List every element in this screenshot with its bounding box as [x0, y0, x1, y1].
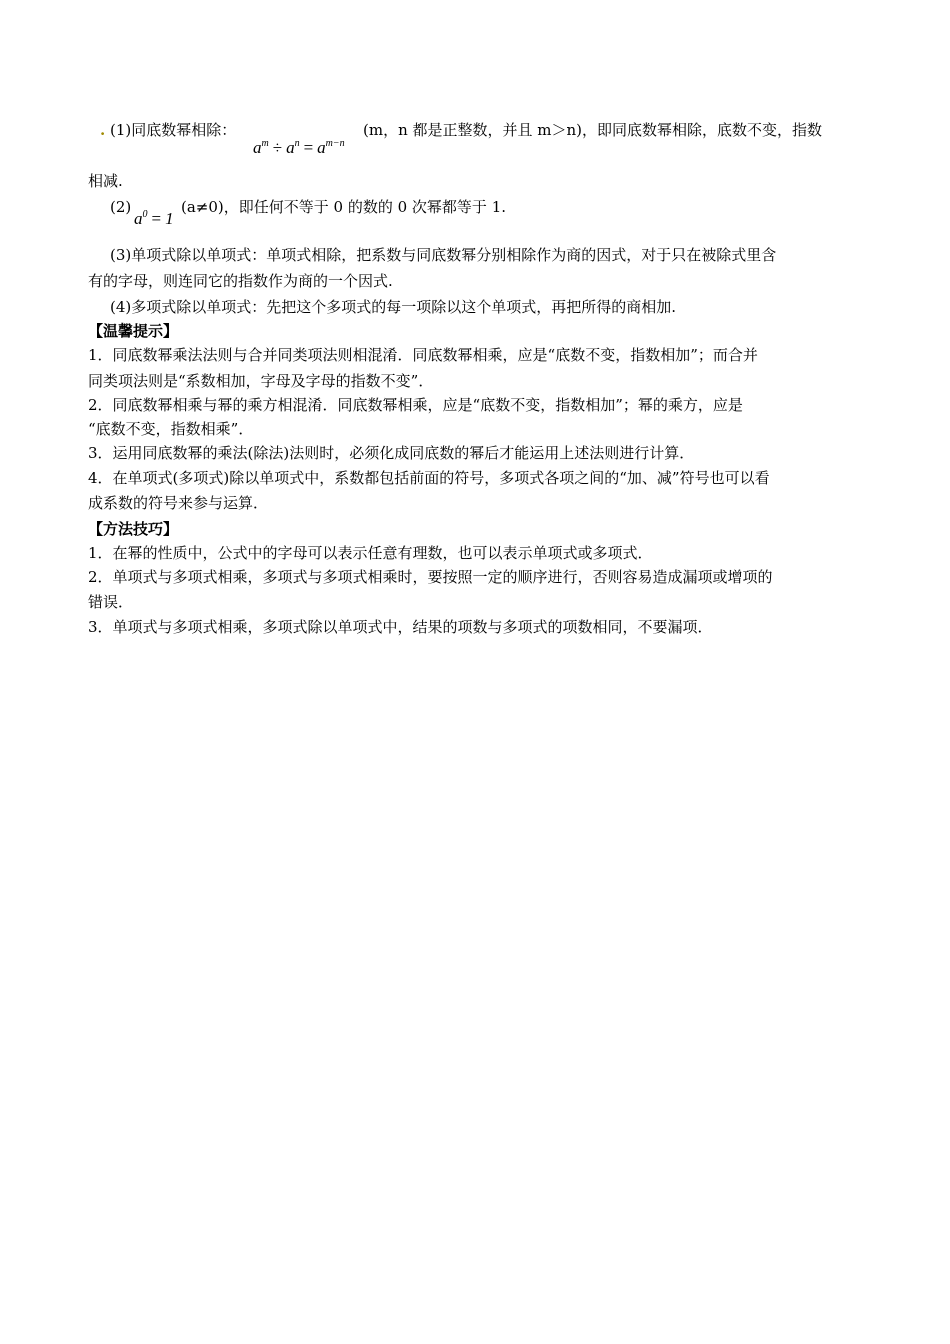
rule1-label: (1)同底数幂相除：	[110, 121, 237, 139]
methods-item: 3．单项式与多项式相乘，多项式除以单项式中，结果的项数与多项式的项数相同，不要漏项．	[88, 618, 713, 636]
tips-heading: 【温馨提示】	[88, 322, 179, 340]
division-formula: $a^m \div a^n = a^{m-n}$	[253, 138, 345, 157]
methods-item: 2．单项式与多项式相乘，多项式与多项式相乘时，要按照一定的顺序进行，否则容易造成漏项或增项的	[88, 568, 773, 586]
rule1-tail: (m，n 都是正整数，并且 m＞n)，即同底数幂相除，底数不变，指数	[363, 121, 823, 139]
rule1-continuation: 相减.	[88, 172, 123, 190]
tips-item: 同类项法则是“系数相加，字母及字母的指数不变”．	[88, 372, 434, 390]
rule2-label: (2)	[110, 198, 132, 216]
tips-item: 2．同底数幂相乘与幂的乘方相混淆．同底数幂相乘，应是“底数不变，指数相加”；幂的乘方，应是	[88, 396, 743, 414]
rule1-label-line	[100, 119, 236, 141]
rule4-line1: (4)多项式除以单项式：先把这个多项式的每一项除以这个单项式，再把所得的商相加.	[110, 298, 677, 316]
tips-item: 成系数的符号来参与运算．	[88, 494, 269, 512]
tips-item: 4．在单项式(多项式)除以单项式中，系数都包括前面的符号，多项式各项之间的“加、减”符号也可以看	[88, 469, 770, 487]
rule1-marker: .	[100, 121, 106, 139]
methods-item: 1．在幂的性质中，公式中的字母可以表示任意有理数，也可以表示单项式或多项式．	[88, 544, 653, 562]
tips-item: “底数不变，指数相乘”．	[88, 420, 254, 438]
zero-exponent-formula: $a^0 = 1$	[134, 209, 174, 228]
methods-item: 错误．	[88, 593, 134, 611]
rule2-tail: (a≠0)，即任何不等于 0 的数的 0 次幂都等于 1.	[181, 198, 506, 216]
tips-item: 1．同底数幂乘法法则与合并同类项法则相混淆．同底数幂相乘，应是“底数不变，指数相加”；而合并	[88, 346, 758, 364]
rule3-line2: 有的字母，则连同它的指数作为商的一个因式.	[88, 272, 393, 290]
rule3-line1: (3)单项式除以单项式：单项式相除，把系数与同底数幂分别相除作为商的因式，对于只在被除式里含	[110, 246, 777, 264]
methods-heading: 【方法技巧】	[88, 520, 179, 538]
tips-item: 3．运用同底数幂的乘法(除法)法则时，必须化成同底数的幂后才能运用上述法则进行计算．	[88, 444, 695, 462]
